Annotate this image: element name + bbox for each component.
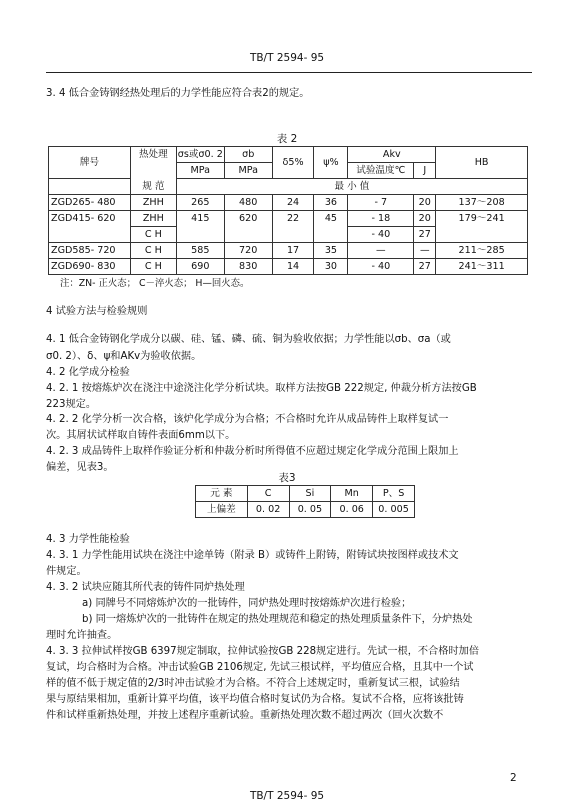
- clause-4-1-line2: σ0. 2）、δ、ψ和AKv为验收依据。: [46, 351, 202, 362]
- table-row: 上偏差 0. 02 0. 05 0. 06 0. 005: [196, 502, 415, 518]
- clause-4-3-3-line5: 件和试样重新热处理，并按上述程序重新试验。重新热处理次数不超过两次（回火次数不: [46, 710, 444, 721]
- page-number: 2: [510, 772, 517, 784]
- clause-4-3-3-line3: 样的值不低于规定值的2/3时冲击试验才为合格。不符合上述规定时，重新复试三根，试验结: [46, 678, 460, 689]
- table2-head-j: J: [414, 163, 436, 179]
- clause-4-3-2-b-line2: 理时允许抽查。: [46, 630, 118, 641]
- table-row: ZGD265- 480 ZHH 265 480 24 36 - 7 20 137～208: [49, 195, 528, 211]
- table2-head-akv: Akv: [348, 147, 436, 163]
- clause-4-3-2: 4. 3. 2 试块应随其所代表的铸件同炉热处理: [46, 582, 245, 593]
- header-rule: [46, 72, 532, 73]
- table2-caption: 表 2: [276, 133, 298, 145]
- clause-4-2-1-line1: 4. 2. 1 按熔炼炉次在浇注中途浇注化学分析试块。取样方法按GB 222规定, 仲裁分析方法按GB: [46, 383, 477, 394]
- table2-head-mpa-1: MPa: [176, 163, 224, 179]
- table2-head-b: σb: [224, 147, 272, 163]
- clause-4-2-3-line2: 偏差，见表3。: [46, 462, 114, 473]
- clause-4-3-3-line4: 果与原结果相加，重新计算平均值，该平均值合格时复试仍为合格。复试不合格，应将该批铸: [46, 694, 464, 705]
- section-4-title: 4 试验方法与检验规则: [46, 306, 148, 317]
- table-row: C H - 40 27: [49, 227, 528, 243]
- table2-head-s: σs或σ0. 2: [176, 147, 224, 163]
- table3: [195, 485, 415, 518]
- clause-4-3: 4. 3 力学性能检验: [46, 534, 130, 545]
- table-row: ZGD585- 720 C H 585 720 17 35 — — 211～285: [49, 243, 528, 259]
- table2-note: 注：ZN- 正火态； C－淬火态； H—回火态。: [60, 278, 250, 289]
- clause-4-3-1-line1: 4. 3. 1 力学性能用试块在浇注中途单铸（附录 B）或铸件上附铸，附铸试块按图样或技术文: [46, 550, 459, 561]
- table2-head-min: 最 小 值: [176, 179, 527, 195]
- clause-3-4: 3. 4 低合金铸钢经热处理后的力学性能应符合表2的规定。: [46, 88, 310, 99]
- table2-head-psi: ψ%: [314, 147, 348, 179]
- table2-head-mpa-2: MPa: [224, 163, 272, 179]
- clause-4-2-3-line1: 4. 2. 3 成品铸件上取样作验证分析和仲裁分析时所得值不应超过规定化学成分范围上限加上: [46, 446, 459, 457]
- table-row: ZGD690- 830 C H 690 830 14 30 - 40 27 241～311: [49, 259, 528, 275]
- table3-caption: 表3: [278, 472, 296, 484]
- table2-head-ht: 热处理: [130, 147, 176, 163]
- clause-4-2-1-line2: 223规定。: [46, 399, 97, 410]
- clause-4-2: 4. 2 化学成分检验: [46, 367, 130, 378]
- table-row: ZGD415- 620 ZHH 415 620 22 45 - 18 20 179～241: [49, 211, 528, 227]
- clause-4-3-2-a: a) 同牌号不同熔炼炉次的一批铸件，同炉热处理时按熔炼炉次进行检验；: [82, 598, 412, 609]
- page-header: TB/T 2594- 95: [249, 52, 325, 64]
- clause-4-2-2-line2: 次。其屑状试样取自铸件表面6mm以下。: [46, 430, 236, 441]
- table2-head-hb: HB: [436, 147, 528, 179]
- page-footer: TB/T 2594- 95: [249, 790, 325, 802]
- table2-head-spec: 规 范: [130, 179, 176, 195]
- clause-4-3-3-line2: 复试，均合格时为合格。冲击试验GB 2106规定, 先试三根试样，平均值应合格，且其中一个试: [46, 662, 474, 673]
- table2-head-temp: 试验温度℃: [348, 163, 414, 179]
- clause-4-3-3-line1: 4. 3. 3 拉伸试样按GB 6397规定制取，拉伸试验按GB 228规定进行。先试一根，不合格时加倍: [46, 646, 480, 657]
- table3-head-row: 元 素 C Si Mn P、S: [196, 486, 415, 502]
- clause-4-2-2-line1: 4. 2. 2 化学分析一次合格，该炉化学成分为合格；不合格时允许从成品铸件上取样复试一: [46, 414, 449, 425]
- clause-4-1-line1: 4. 1 低合金铸钢化学成分以碳、硅、锰、磷、硫、铜为验收依据；力学性能以σb、σa（或: [46, 334, 451, 345]
- table2: [48, 146, 528, 275]
- table2-head-grade: 牌号: [49, 147, 131, 179]
- clause-4-3-1-line2: 件规定。: [46, 566, 87, 577]
- table2-head-d: δ5%: [272, 147, 314, 179]
- clause-4-3-2-b-line1: b) 同一熔炼炉次的一批铸件在规定的热处理规范和稳定的热处理质量条件下，分炉热处: [82, 614, 473, 625]
